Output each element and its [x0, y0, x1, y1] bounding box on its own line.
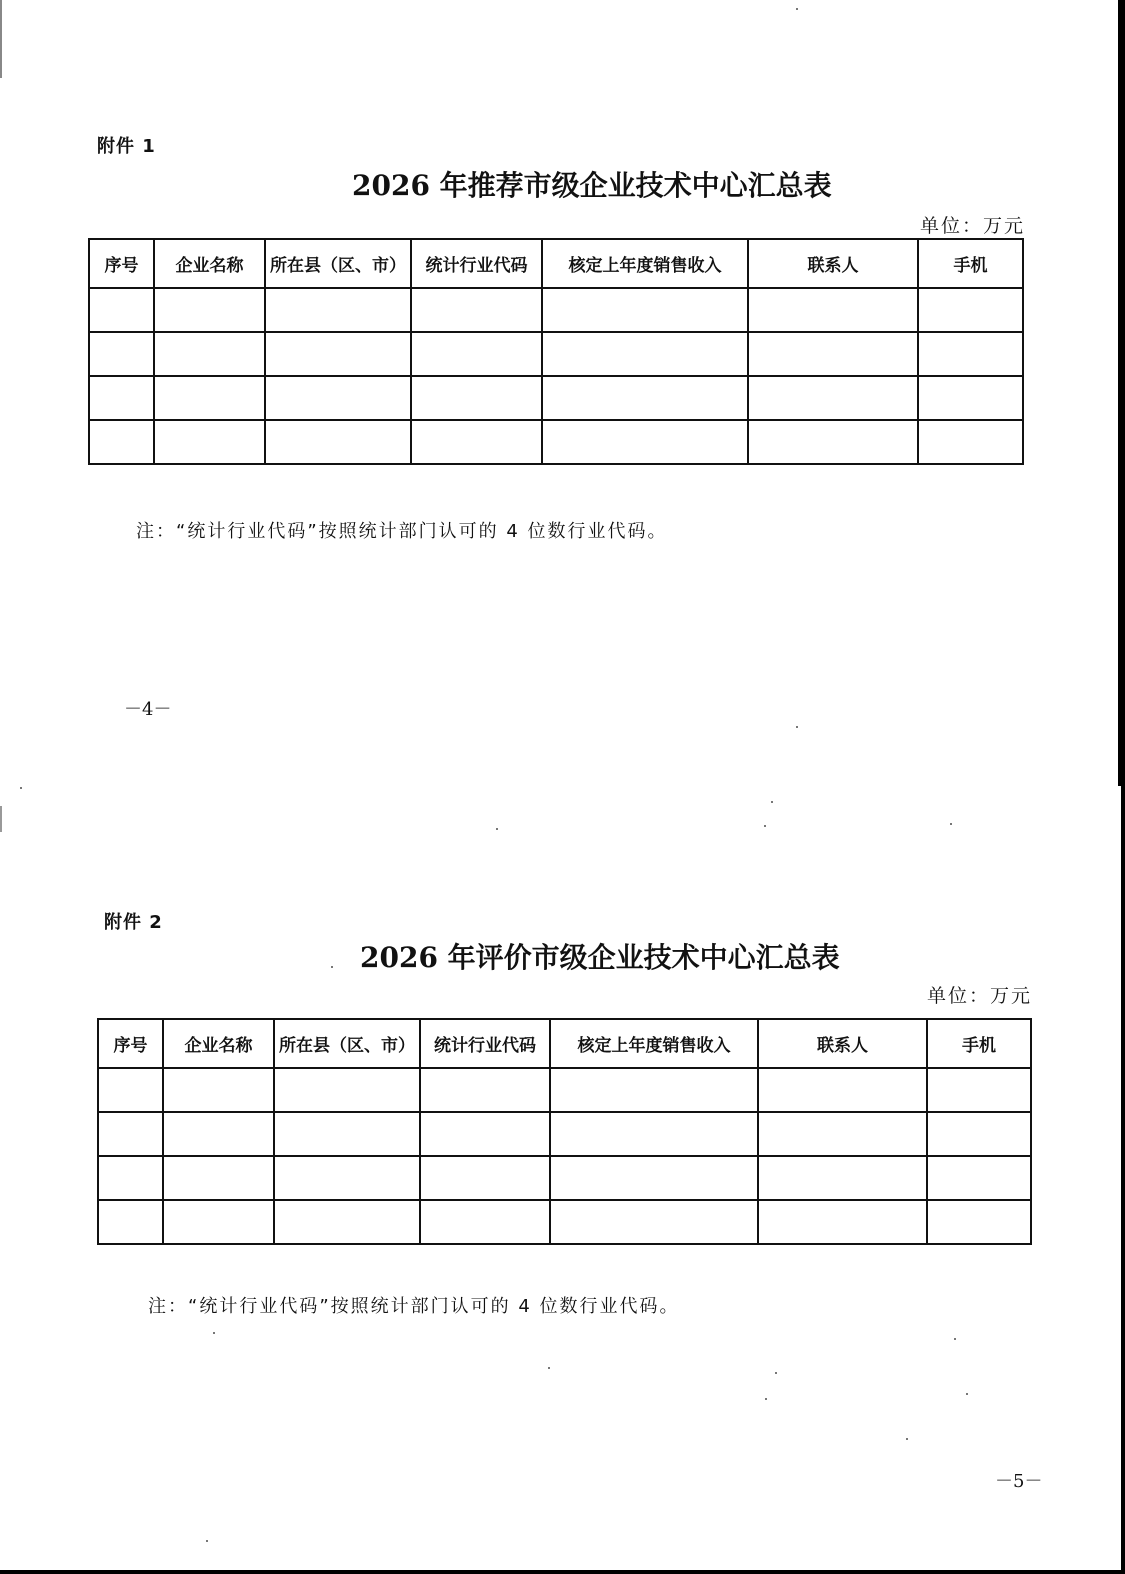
table-row	[98, 1156, 1031, 1200]
cell-index[interactable]	[98, 1156, 163, 1200]
page-number: －4－	[124, 699, 172, 720]
col-header-index: 序号	[89, 239, 154, 288]
table-row	[89, 288, 1023, 332]
scan-speck	[796, 726, 798, 728]
cell-mobile[interactable]	[918, 376, 1023, 420]
unit-label: 单位：万元	[927, 985, 1033, 1007]
cell-county[interactable]	[265, 332, 411, 376]
col-header-contact: 联系人	[748, 239, 918, 288]
scan-speck	[906, 1438, 908, 1440]
cell-sales-revenue[interactable]	[542, 332, 748, 376]
cell-mobile[interactable]	[927, 1156, 1031, 1200]
cell-county[interactable]	[274, 1112, 420, 1156]
cell-industry-code[interactable]	[411, 420, 542, 464]
cell-industry-code[interactable]	[420, 1068, 550, 1112]
table-row	[98, 1112, 1031, 1156]
table-row	[98, 1068, 1031, 1112]
cell-sales-revenue[interactable]	[542, 376, 748, 420]
cell-mobile[interactable]	[918, 420, 1023, 464]
cell-mobile[interactable]	[918, 332, 1023, 376]
cell-company-name[interactable]	[154, 420, 265, 464]
scan-speck	[771, 801, 773, 803]
col-header-sales-revenue: 核定上年度销售收入	[550, 1019, 758, 1068]
col-header-county: 所在县（区、市）	[274, 1019, 420, 1068]
cell-contact[interactable]	[748, 420, 918, 464]
attachment-label: 附件 2	[104, 912, 163, 933]
scan-speck	[796, 8, 798, 10]
unit-label: 单位：万元	[920, 215, 1026, 237]
page-number: －5－	[995, 1471, 1043, 1492]
cell-industry-code[interactable]	[420, 1112, 550, 1156]
summary-table	[97, 1018, 1032, 1245]
scan-speck	[775, 1372, 777, 1374]
document-title: 2026 年评价市级企业技术中心汇总表	[360, 941, 840, 974]
scan-speck	[548, 1367, 550, 1369]
col-header-mobile: 手机	[927, 1019, 1031, 1068]
cell-sales-revenue[interactable]	[550, 1068, 758, 1112]
cell-company-name[interactable]	[154, 288, 265, 332]
scan-speck	[966, 1393, 968, 1395]
col-header-contact: 联系人	[758, 1019, 927, 1068]
cell-county[interactable]	[274, 1200, 420, 1244]
cell-contact[interactable]	[758, 1200, 927, 1244]
cell-sales-revenue[interactable]	[542, 420, 748, 464]
cell-company-name[interactable]	[163, 1156, 274, 1200]
cell-company-name[interactable]	[154, 376, 265, 420]
cell-index[interactable]	[89, 332, 154, 376]
cell-industry-code[interactable]	[420, 1156, 550, 1200]
scan-speck	[950, 823, 952, 825]
cell-index[interactable]	[89, 288, 154, 332]
cell-county[interactable]	[274, 1156, 420, 1200]
table-header-row	[98, 1019, 1031, 1068]
table-header-row	[89, 239, 1023, 288]
cell-company-name[interactable]	[163, 1112, 274, 1156]
cell-company-name[interactable]	[154, 332, 265, 376]
cell-sales-revenue[interactable]	[550, 1200, 758, 1244]
col-header-mobile: 手机	[918, 239, 1023, 288]
table-row	[89, 420, 1023, 464]
table-row	[98, 1200, 1031, 1244]
col-header-sales-revenue: 核定上年度销售收入	[542, 239, 748, 288]
col-header-index: 序号	[98, 1019, 163, 1068]
cell-industry-code[interactable]	[411, 288, 542, 332]
cell-contact[interactable]	[758, 1156, 927, 1200]
col-header-company-name: 企业名称	[163, 1019, 274, 1068]
col-header-county: 所在县（区、市）	[265, 239, 411, 288]
cell-mobile[interactable]	[927, 1200, 1031, 1244]
cell-county[interactable]	[265, 288, 411, 332]
scan-speck	[213, 1332, 215, 1334]
cell-index[interactable]	[98, 1068, 163, 1112]
cell-index[interactable]	[89, 420, 154, 464]
cell-industry-code[interactable]	[411, 376, 542, 420]
scan-speck	[954, 1338, 956, 1340]
cell-index[interactable]	[89, 376, 154, 420]
cell-sales-revenue[interactable]	[550, 1112, 758, 1156]
cell-county[interactable]	[265, 420, 411, 464]
scan-speck	[764, 825, 766, 827]
scan-speck	[206, 1540, 208, 1542]
page-4	[0, 0, 1125, 786]
scan-speck	[331, 966, 333, 968]
col-header-company-name: 企业名称	[154, 239, 265, 288]
attachment-label: 附件 1	[97, 136, 156, 157]
cell-mobile[interactable]	[927, 1068, 1031, 1112]
summary-table	[88, 238, 1024, 465]
scan-speck	[20, 787, 22, 789]
cell-contact[interactable]	[748, 288, 918, 332]
cell-contact[interactable]	[758, 1068, 927, 1112]
cell-industry-code[interactable]	[411, 332, 542, 376]
scan-speck	[496, 828, 498, 830]
table-footnote: 注：“统计行业代码”按照统计部门认可的 4 位数行业代码。	[136, 521, 668, 542]
document-title: 2026 年推荐市级企业技术中心汇总表	[352, 169, 832, 202]
cell-company-name[interactable]	[163, 1068, 274, 1112]
cell-index[interactable]	[98, 1200, 163, 1244]
scan-speck	[765, 1398, 767, 1400]
col-header-industry-code: 统计行业代码	[411, 239, 542, 288]
cell-county[interactable]	[274, 1068, 420, 1112]
cell-company-name[interactable]	[163, 1200, 274, 1244]
col-header-industry-code: 统计行业代码	[420, 1019, 550, 1068]
cell-contact[interactable]	[748, 332, 918, 376]
page-5	[0, 786, 1125, 1574]
cell-contact[interactable]	[758, 1112, 927, 1156]
cell-index[interactable]	[98, 1112, 163, 1156]
cell-contact[interactable]	[748, 376, 918, 420]
cell-sales-revenue[interactable]	[542, 288, 748, 332]
cell-mobile[interactable]	[918, 288, 1023, 332]
cell-mobile[interactable]	[927, 1112, 1031, 1156]
table-row	[89, 376, 1023, 420]
cell-county[interactable]	[265, 376, 411, 420]
table-footnote: 注：“统计行业代码”按照统计部门认可的 4 位数行业代码。	[148, 1296, 680, 1317]
table-row	[89, 332, 1023, 376]
cell-sales-revenue[interactable]	[550, 1156, 758, 1200]
cell-industry-code[interactable]	[420, 1200, 550, 1244]
